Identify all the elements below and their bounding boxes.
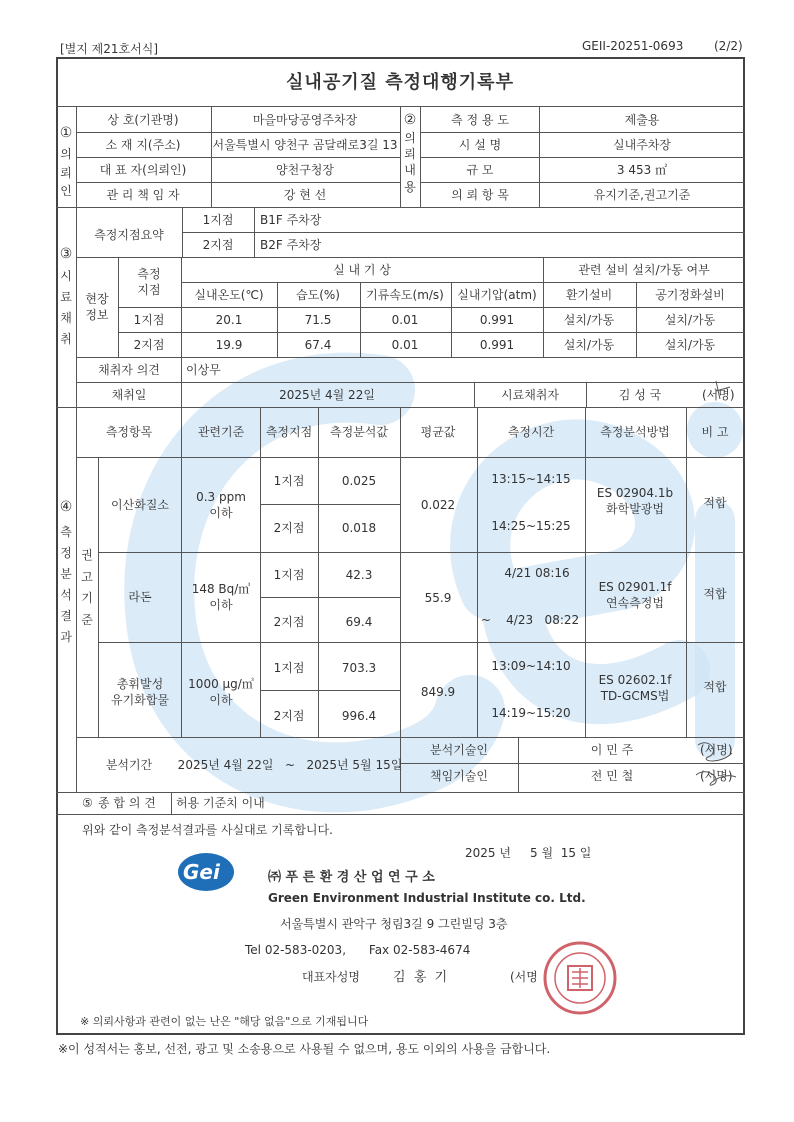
col-press-header: 실내기압(atm) xyxy=(457,288,537,302)
col-vent-header: 환기설비 xyxy=(565,288,613,302)
section-1-number: ① xyxy=(59,125,73,141)
result-item: 이산화질소 xyxy=(111,497,169,512)
result-point: 1지점 xyxy=(273,568,305,582)
site-row-point: 1지점 xyxy=(133,313,165,327)
facility-value: 실내주차장 xyxy=(613,138,671,152)
ceo-sign: (서명 xyxy=(510,970,538,984)
document-title: 실내공기질 측정대행기록부 xyxy=(286,72,514,93)
signature-scribble xyxy=(690,735,740,790)
result-value: 0.018 xyxy=(341,521,377,535)
section-5-number: ⑤ xyxy=(82,796,93,810)
ceo-label: 대표자성명 xyxy=(302,970,360,984)
result-point: 2지점 xyxy=(273,709,305,723)
client-rep: 양천구청장 xyxy=(276,163,334,177)
analysis-period: 2025년 4월 22일 ~ 2025년 5월 15일 xyxy=(177,758,403,772)
opinion-value: 이상무 xyxy=(186,363,221,377)
result-time-start: 13:09~14:10 xyxy=(491,659,571,673)
env-header: 실 내 기 상 xyxy=(333,263,391,277)
result-value: 703.3 xyxy=(341,661,377,675)
client-rep-label: 대 표 자(의뢰인) xyxy=(99,163,187,177)
section-1-title: 의 뢰 인 xyxy=(60,147,72,199)
form-label: [별지 제21호서식] xyxy=(60,42,158,56)
site-row-temp: 20.1 xyxy=(215,313,243,327)
request-items-value: 유지기준,권고기준 xyxy=(593,188,691,202)
results-header-standard: 관련기준 xyxy=(197,425,245,439)
sampling-date: 2025년 4월 22일 xyxy=(279,388,375,402)
page-number: (2/2) xyxy=(714,39,743,53)
purpose-label: 측 정 용 도 xyxy=(451,113,509,127)
site-row-air: 0.01 xyxy=(391,313,419,327)
request-items-label: 의 뢰 항 목 xyxy=(451,188,509,202)
result-average: 55.9 xyxy=(424,591,452,605)
section-2-title: 의 뢰 내 용 xyxy=(404,131,416,194)
sampler-signature-scribble xyxy=(712,377,736,403)
result-time-start: 4/21 08:16 xyxy=(504,566,570,580)
result-method: ES 02904.1b 화학발광법 xyxy=(596,485,674,516)
section-4-title: 측 정 분 석 결 과 xyxy=(60,525,72,644)
company-address: 서울특별시 관악구 청림3길 9 그린빌딩 3층 xyxy=(280,917,508,931)
result-point: 1지점 xyxy=(273,661,305,675)
usage-restriction-note: ※이 성적서는 홍보, 선전, 광고 및 소송용으로 사용될 수 없으며, 용도 이외의 사용을 금합니다. xyxy=(58,1042,551,1056)
recommended-standard-label: 권 고 기 준 xyxy=(81,548,93,627)
section-3-number: ③ xyxy=(59,246,73,262)
point1-value: B1F 주차장 xyxy=(260,213,322,227)
client-name-label: 상 호(기관명) xyxy=(107,113,179,127)
overall-value: 허용 기준치 이내 xyxy=(176,796,265,810)
facility-status-header: 관련 설비 설치/가동 여부 xyxy=(578,263,710,277)
result-time-end: ~ 4/23 08:22 xyxy=(480,613,580,627)
chief-name: 전 민 철 xyxy=(590,769,634,783)
results-header-note: 비 고 xyxy=(701,425,729,439)
sampler-sign: (서명) xyxy=(702,388,735,402)
site-row-press: 0.991 xyxy=(479,313,515,327)
company-contact: Tel 02-583-0203, Fax 02-583-4674 xyxy=(245,943,471,957)
site-row-air: 0.01 xyxy=(391,338,419,352)
summary-label: 측정지점요약 xyxy=(94,228,164,242)
chief-sign: (서명) xyxy=(700,769,733,783)
result-time-end: 14:19~15:20 xyxy=(491,706,571,720)
scale-label: 규 모 xyxy=(466,163,494,177)
col-temp-header: 실내온도(℃) xyxy=(194,288,264,302)
client-name: 마을마당공영주차장 xyxy=(252,113,358,127)
site-row-vent: 설치/가동 xyxy=(563,313,615,327)
document-number: GEII-20251-0693 xyxy=(582,39,684,53)
result-note: 적합 xyxy=(703,587,727,601)
result-standard: 0.3 ppm 이하 xyxy=(196,489,246,520)
site-info-label: 현장 정보 xyxy=(85,291,109,322)
col-humid-header: 습도(%) xyxy=(296,288,340,302)
company-name-en: Green Environment Industrial Institute co. Ltd. xyxy=(268,891,586,905)
results-header-avg: 평균값 xyxy=(420,425,456,439)
analysis-period-label: 분석기간 xyxy=(105,758,153,772)
result-point: 2지점 xyxy=(273,615,305,629)
result-value: 0.025 xyxy=(341,474,377,488)
results-header-time: 측정시간 xyxy=(507,425,555,439)
chief-label: 책임기술인 xyxy=(430,769,488,783)
scale-value: 3 453 ㎡ xyxy=(616,163,668,177)
purpose-value: 제출용 xyxy=(624,113,660,127)
overall-label: 종 합 의 견 xyxy=(98,796,156,810)
section-3-title: 시 료 채 취 xyxy=(60,269,72,346)
site-row-humid: 71.5 xyxy=(304,313,332,327)
analyst-label: 분석기술인 xyxy=(430,743,488,757)
sampler-name: 김 성 국 xyxy=(618,388,662,402)
results-header-point: 측정지점 xyxy=(265,425,313,439)
results-header-method: 측정분석방법 xyxy=(600,425,670,439)
section-4-number: ④ xyxy=(59,499,73,515)
result-item: 총휘발성 유기화합물 xyxy=(111,676,169,707)
client-manager: 강 현 선 xyxy=(283,188,327,202)
point2-value: B2F 주차장 xyxy=(260,238,322,252)
result-standard: 1000 μg/㎥ 이하 xyxy=(188,676,254,707)
certification-date: 2025 년 5 월 15 일 xyxy=(465,846,592,860)
col-air-header: 기류속도(m/s) xyxy=(366,288,444,302)
result-note: 적합 xyxy=(703,680,727,694)
certification-statement: 위와 같이 측정분석결과를 사실대로 기록합니다. xyxy=(82,823,333,837)
sampler-label: 시료채취자 xyxy=(501,388,559,402)
result-item: 라돈 xyxy=(128,589,152,604)
result-value: 42.3 xyxy=(345,568,373,582)
result-time-end: 14:25~15:25 xyxy=(491,519,571,533)
point1-label: 1지점 xyxy=(202,213,234,227)
company-seal xyxy=(542,940,618,1016)
col-point-header: 측정 지점 xyxy=(137,266,161,297)
site-row-humid: 67.4 xyxy=(304,338,332,352)
facility-label: 시 설 명 xyxy=(458,138,502,152)
result-note: 적합 xyxy=(703,496,727,510)
site-row-purifier: 설치/가동 xyxy=(664,338,716,352)
analyst-name: 이 민 주 xyxy=(590,743,634,757)
site-row-point: 2지점 xyxy=(133,338,165,352)
ceo-name: 김 홍 기 xyxy=(393,970,448,985)
col-purifier-header: 공기정화설비 xyxy=(655,288,725,302)
company-logo: Gei xyxy=(177,852,235,892)
result-time-start: 13:15~14:15 xyxy=(491,472,571,486)
result-average: 0.022 xyxy=(420,498,456,512)
analyst-sign: (서명) xyxy=(700,743,733,757)
site-row-purifier: 설치/가동 xyxy=(664,313,716,327)
company-name-ko: ㈜ 푸 른 환 경 산 업 연 구 소 xyxy=(268,870,435,885)
result-average: 849.9 xyxy=(420,685,456,699)
result-point: 2지점 xyxy=(273,521,305,535)
results-header-item: 측정항목 xyxy=(105,425,153,439)
result-value: 69.4 xyxy=(345,615,373,629)
site-row-temp: 19.9 xyxy=(215,338,243,352)
result-method: ES 02602.1f TD-GCMS법 xyxy=(598,672,672,703)
footer-note: ※ 의뢰사항과 관련이 없는 난은 "해당 없음"으로 기재됩니다 xyxy=(80,1015,369,1028)
client-address-label: 소 재 지(주소) xyxy=(105,138,181,152)
sampling-date-label: 채취일 xyxy=(111,388,147,402)
results-header-value: 측정분석값 xyxy=(330,425,388,439)
client-address: 서울특별시 양천구 곰달래로3길 13 xyxy=(212,138,398,152)
site-row-press: 0.991 xyxy=(479,338,515,352)
section-2-number: ② xyxy=(403,112,417,128)
point2-label: 2지점 xyxy=(202,238,234,252)
client-manager-label: 관 리 책 임 자 xyxy=(106,188,180,202)
site-row-vent: 설치/가동 xyxy=(563,338,615,352)
result-value: 996.4 xyxy=(341,709,377,723)
result-point: 1지점 xyxy=(273,474,305,488)
result-method: ES 02901.1f 연속측정법 xyxy=(598,579,672,610)
opinion-label: 채취자 의견 xyxy=(98,363,160,377)
result-standard: 148 Bq/㎥ 이하 xyxy=(191,581,251,612)
